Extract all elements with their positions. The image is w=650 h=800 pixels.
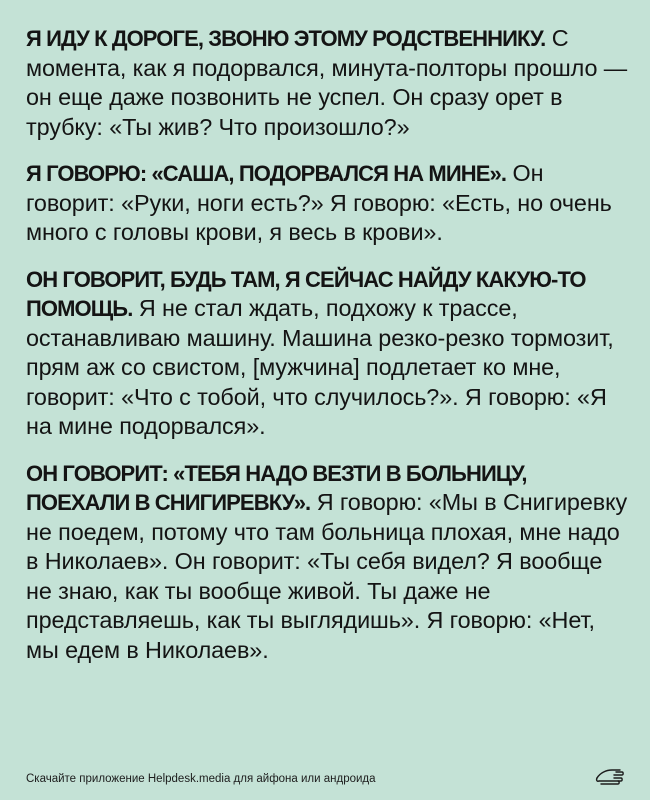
article-body xyxy=(26,24,632,682)
paragraph-3-text: Я не стал ждать, подхожу к трассе, останавливаю машину. Машина резко-резко тормозит, прям аж со свистом, [мужчина] подлетает ко мне, говорит: «Что с тобой, что случилось?». Я говорю: «Я на мине подорвался». xyxy=(26,295,614,439)
paragraph-3 xyxy=(26,265,632,442)
paragraph-4 xyxy=(26,459,632,666)
paragraph-4-text: Я говорю: «Мы в Снигиревку не поедем, потому что там больница плохая, мне надо в Николаев». Он говорит: «Ты себя видел? Я вообще не знаю, как ты вообще живой. Ты даже не представляешь, как ты выглядишь». Я говорю: «Нет, мы едем в Николаев». xyxy=(26,489,628,663)
paragraph-3-lead: ОН ГОВОРИТ, БУДЬ ТАМ, Я СЕЙЧАС НАЙДУ КАКУЮ-ТО ПОМОЩЬ. xyxy=(26,266,586,321)
paragraph-1-lead: Я ИДУ К ДОРОГЕ, ЗВОНЮ ЭТОМУ РОДСТВЕННИКУ. xyxy=(26,26,546,51)
footer-download-link[interactable]: Скачайте приложение Helpdesk.media для айфона или андроида xyxy=(26,773,376,785)
paragraph-2 xyxy=(26,159,632,248)
paragraph-4-lead: ОН ГОВОРИТ: «ТЕБЯ НАДО ВЕЗТИ В БОЛЬНИЦУ, ПОЕХАЛИ В СНИГИРЕВКУ». xyxy=(26,460,527,515)
helpdesk-hand-logo-icon xyxy=(594,764,624,786)
paragraph-2-text: Он говорит: «Руки, ноги есть?» Я говорю: «Есть, но очень много с головы крови, я весь в крови». xyxy=(26,160,612,245)
paragraph-1 xyxy=(26,24,632,142)
paragraph-2-lead: Я ГОВОРЮ: «САША, ПОДОРВАЛСЯ НА МИНЕ». xyxy=(26,161,507,186)
paragraph-1-text: С момента, как я подорвался, минута-полторы прошло — он еще даже позвонить не успел. Он сразу орет в трубку: «Ты жив? Что произошло?» xyxy=(26,25,628,140)
